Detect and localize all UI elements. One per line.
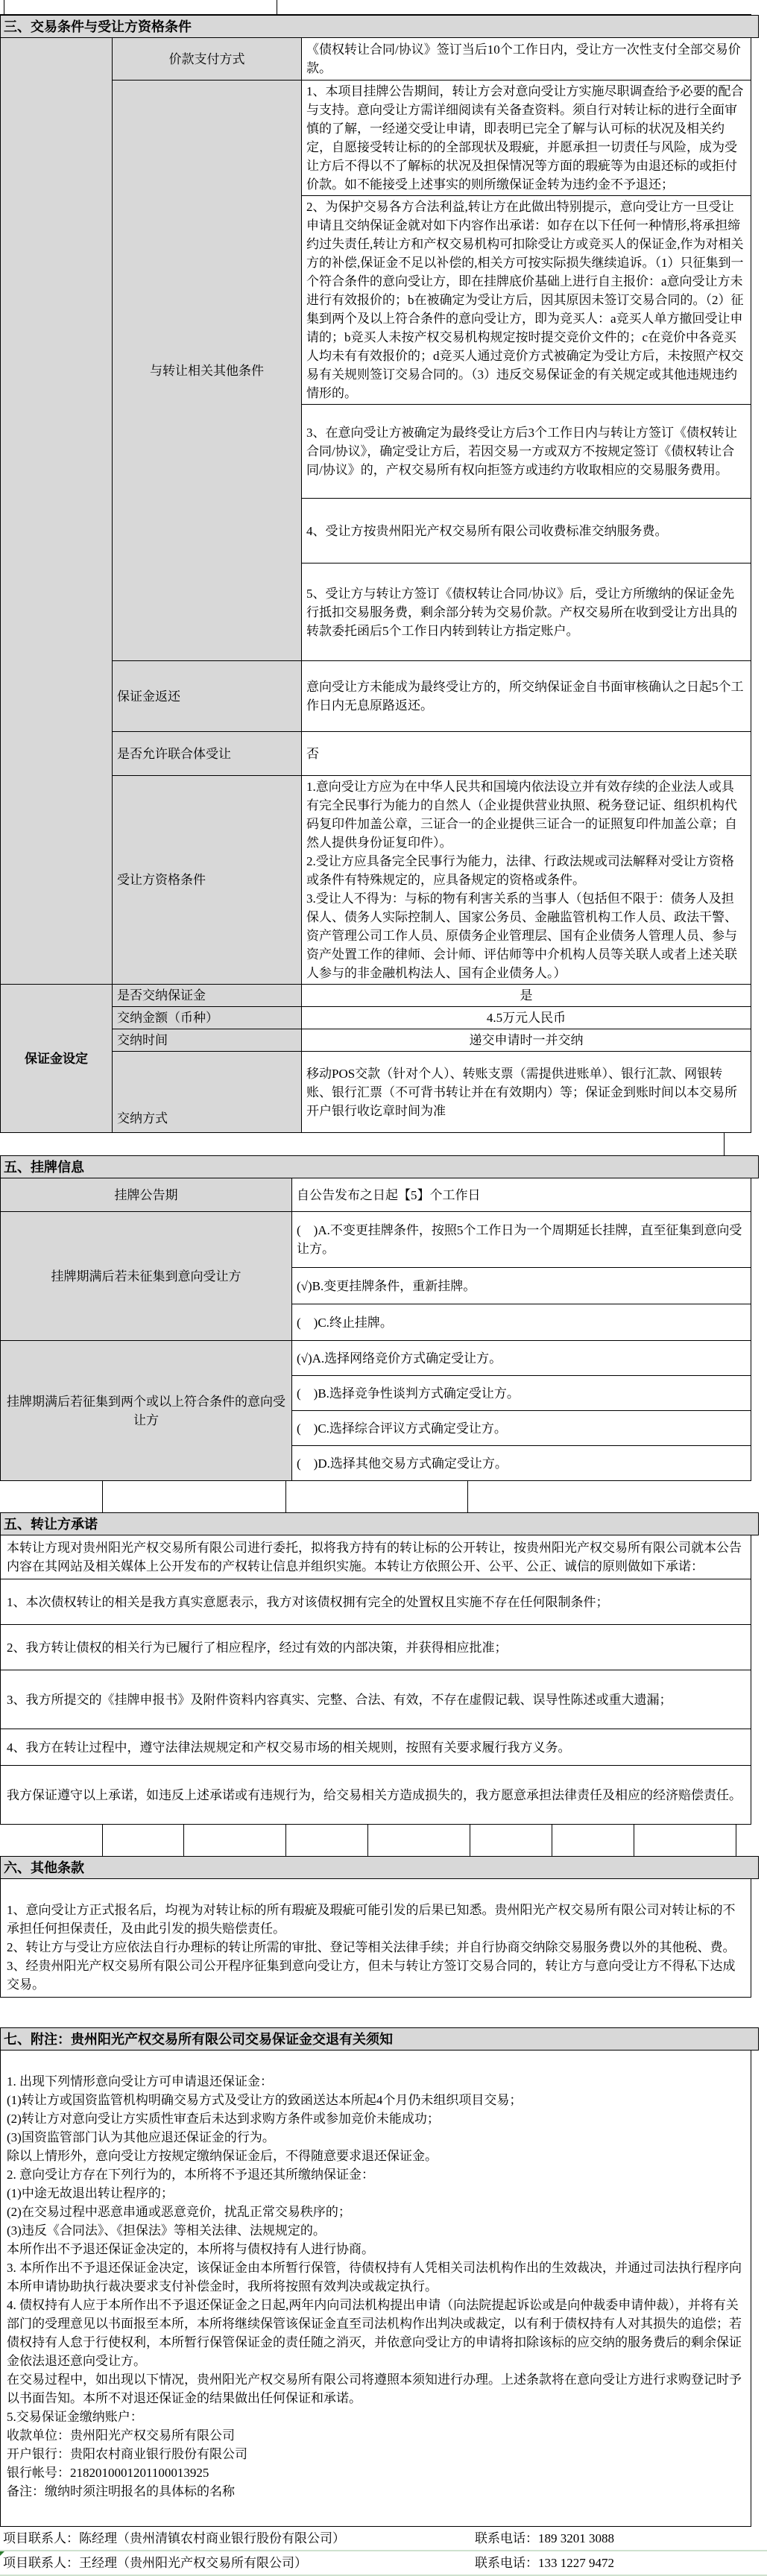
notice-period-label: 挂牌公告期	[1, 1178, 292, 1212]
note-line: 本所作出不予退还保证金决定的，本所将与债权持有人进行协商。	[7, 2242, 374, 2256]
table-divider	[285, 1825, 286, 1856]
other-terms-item: 3、经贵州阳光产权交易所有限公司公开程序征集到意向受让方，但未与转让方签订交易合同的，转让方与意向受让方不得私下达成交易。	[7, 1959, 736, 1992]
section5a-header: 五、挂牌信息	[0, 1155, 759, 1178]
section5b-header: 五、转让方承诺	[0, 1512, 759, 1535]
note-line: 除以上情形外，意向受让方按规定缴纳保证金后，不得随意要求退还保证金。	[7, 2149, 438, 2163]
commitment-closing: 我方保证遵守以上承诺，如违反上述承诺或有违规行为，给交易相关方造成损失的，我方愿意承担法律责任及相应的经济赔偿责任。	[1, 1766, 751, 1825]
other-terms-table	[0, 1878, 751, 1998]
note-line: (2)在交易过程中恶意串通或恶意竞价，扰乱正常交易秩序的；	[7, 2205, 351, 2219]
other-condition-item: 5、受让方与转让方签订《债权转让合同/协议》后，受让方所缴纳的保证金先行抵扣交易服务费，剩余部分转为交易价款。产权交易所在收到受让方出具的转款委托函后5个工作日内转到转让方指定账户。	[302, 564, 751, 661]
note-line: 5.交易保证金缴纳账户：	[7, 2410, 143, 2424]
consortium-value: 否	[302, 732, 751, 776]
deposit-time-value: 递交申请时一并交纳	[302, 1029, 751, 1052]
qualification-item: 1.意向受让方应为在中华人民共和国境内依法设立并有效存续的企业法人或具有完全民事行为能力的自然人（企业提供营业执照、税务登记证、组织机构代码复印件加盖公章，三证合一的企业提供三证合一的证照复印件加盖公章；自然人提供身份证复印件）。	[306, 780, 737, 850]
note-line: (3)国资监管部门认为其他应退还保证金的行为。	[7, 2130, 275, 2144]
consortium-label: 是否允许联合体受让	[113, 732, 302, 776]
section6-header: 六、其他条款	[0, 1856, 759, 1879]
other-condition-item: 1、本项目挂牌公告期间，转让方会对意向受让方实施尽职调查给予必要的配合与支持。意向受让方需详细阅读有关备查资料。须自行对转让标的进行全面审慎的了解，一经递交受让申请，即表明已完全了解与认可标的状况及相关约定，自愿接受转让标的的全部现状及瑕疵，并愿承担一切责任与风险，成为受让方后不得以不了解标的状况及担保情况等方面的瑕疵等为由退还标的或拒付价款。如不能接受上述事实的则所缴保证金转为违约金不予退还；	[302, 80, 751, 196]
qualification-item: 3.受让人不得为：与标的物有利害关系的当事人（包括但不限于：债务人及担保人、债务人实际控制人、国家公务员、金融监管机构工作人员、政法干警、资产管理公司工作人员、原债务企业管理层、国有企业债务人管理人员、参与资产处置工作的律师、会计师、评估师等中介机构人员等关联人或者上述关联人参与的非金融机构法人、国有企业债务人。）	[306, 891, 737, 980]
note-line: 开户银行：贵阳农村商业银行股份有限公司	[7, 2447, 247, 2461]
other-terms-item: 2、转让方与受让方应依法自行办理标的转让所需的审批、登记等相关法律手续；并自行协商交纳除交易服务费以外的其他税、费。	[7, 1940, 736, 1954]
option-item: (√)A.选择网络竞价方式确定受让方。	[292, 1341, 751, 1376]
blank-line	[7, 2053, 745, 2072]
table-divider	[102, 1825, 103, 1856]
no-intent-label: 挂牌期满后若未征集到意向受让方	[1, 1212, 292, 1341]
row-spacer	[0, 1133, 751, 1155]
qualification-label: 受让方资格条件	[113, 776, 302, 985]
table-divider	[285, 1481, 286, 1512]
note-line: 2. 意向受让方存在下列行为的，本所将不予退还其所缴纳保证金：	[7, 2168, 374, 2182]
cell-comment-marker-icon	[0, 2551, 4, 2556]
option-item: ( )B.选择竞争性谈判方式确定受让方。	[292, 1376, 751, 1411]
section3-table	[0, 37, 751, 1133]
payment-label: 价款支付方式	[113, 38, 302, 80]
table-divider	[724, 1133, 725, 1155]
note-line: 1. 出现下列情形意向受让方可申请退还保证金：	[7, 2074, 273, 2089]
option-item: ( )A.不变更挂牌条件，按照5个工作日为一个周期延长挂牌，直至征集到意向受让方。	[292, 1212, 751, 1268]
deposit-amount-value: 4.5万元人民币	[302, 1007, 751, 1029]
deposit-return-value: 意向受让方未能成为最终受让方的，所交纳保证金自书面审核确认之日起5个工作日内无息原路返还。	[302, 661, 751, 732]
commitment-item: 2、我方转让债权的相关行为已履行了相应程序，经过有效的内部决策，并获得相应批准；	[1, 1625, 751, 1670]
table-divider	[467, 1481, 468, 1512]
other-condition-item: 2、为保护交易各方合法利益,转让方在此做出特别提示，意向受让方一旦受让申请且交纳保证金就对如下内容作出承诺：如存在以下任何一种情形,将承担缔约过失责任,转让方和产权交易机构可扣除受让方或竞买人的保证金,作为对相关方的补偿,保证金不足以补偿的,相关方可按实际损失继续追诉。（1）只征集到一个符合条件的意向受让方，即在挂牌底价基础上进行自主报价：a意向受让方未进行有效报价的；b在被确定为受让方后，因其原因未签订交易合同的。（2）征集到两个及以上符合条件的意向受让方，即为竞买人：a竞买人单方撤回受让申请的；b竞买人未按产权交易机构规定按时提交竞价文件的；c在竞价中各竞买人均未有有效报价的；d竞买人通过竞价方式被确定为受让方后，未按照产权交易有关规则签订交易合同的。（3）违反交易保证金的有关规定或其他违规违约情形的。	[302, 196, 751, 405]
deposit-required-value: 是	[302, 985, 751, 1007]
contact-row	[0, 2551, 767, 2576]
multi-intent-label: 挂牌期满后若征集到两个或以上符合条件的意向受让方	[1, 1341, 292, 1481]
qualification-item: 2.受让方应具备完全民事行为能力，法律、行政法规或司法解释对受让方资格或条件有特殊规定的，应具备规定的资格或条件。	[306, 854, 734, 887]
notes-block	[1, 2051, 751, 2527]
contact-person: 项目联系人：陈经理（贵州清镇农村商业银行股份有限公司）	[3, 2531, 345, 2545]
row-spacer	[0, 1825, 751, 1856]
row-spacer	[0, 1481, 751, 1512]
left-merged-cell	[1, 38, 113, 985]
option-item: ( )D.选择其他交易方式确定受让方。	[292, 1446, 751, 1481]
option-item: (√)B.变更挂牌条件，重新挂牌。	[292, 1268, 751, 1304]
option-item: ( )C.选择综合评议方式确定受让方。	[292, 1411, 751, 1446]
note-line: (1)中途无故退出转让程序的；	[7, 2186, 174, 2200]
deposit-amount-label: 交纳金额（币种）	[113, 1007, 302, 1029]
note-line: (2)转让方对意向受让方实质性审查后未达到求购方条件或参加竞价未能成功；	[7, 2112, 440, 2126]
note-line: 备注：缴纳时须注明报名的具体标的名称	[7, 2484, 235, 2498]
deposit-return-label: 保证金返还	[113, 661, 302, 732]
qualification-value	[302, 776, 751, 985]
note-line: 在交易过程中，如出现以下情况，贵州阳光产权交易所有限公司将遵照本须知进行办理。上述条款将在意向受让方进行求购登记时予以书面告知。本所不对退还保证金的结果做出任何保证和承诺。	[7, 2373, 742, 2405]
deposit-method-label: 交纳方式	[113, 1052, 302, 1133]
other-conditions-label: 与转让相关其他条件	[113, 80, 302, 661]
commitment-item: 4、我方在转让过程中，遵守法律法规规定和产权交易市场的相关规则，按照有关要求履行我方义务。	[1, 1729, 751, 1766]
deposit-group-label: 保证金设定	[1, 985, 113, 1133]
contact-phone: 联系电话：189 3201 3088	[475, 2531, 614, 2545]
blank-line	[7, 2501, 745, 2523]
table-divider	[367, 1825, 368, 1856]
deposit-method-value: 移动POS交款（针对个人）、转账支票（需提供进账单）、银行汇款、网银转账、银行汇票（不可背书转让并在有效期内）等；保证金到账时间以本交易所开户银行收讫章时间为准	[302, 1052, 751, 1133]
contact-person: 项目联系人：王经理（贵州阳光产权交易所有限公司）	[3, 2556, 307, 2570]
commitment-intro: 本转让方现对贵州阳光产权交易所有限公司进行委托，拟将我方持有的转让标的公开转让，按贵州阳光产权交易所有限公司就本公告内容在其网站及相关媒体上公开发布的产权转让信息并组织实施。本转让方依照公开、公平、公正、诚信的原则做如下承诺：	[1, 1535, 751, 1579]
table-divider	[102, 1481, 103, 1512]
note-line: 4. 债权持有人应于本所作出不予退还保证金之日起,两年内向司法机构提出申请（向法院提起诉讼或是向仲裁委申请仲裁），并将有关部门的受理意见以书面报至本所，本所将继续保管该保证金直至司法机构作出判决或裁定，以有利于债权持有人对其损失的追偿；若债权持有人怠于行使权利，本所暂行保管保证金的责任随之消灭，并依意向受让方的申请将扣除该标的应交纳的服务费后的剩余保证金依法退还意向受让方。	[7, 2298, 742, 2368]
note-line: 收款单位：贵州阳光产权交易所有限公司	[7, 2428, 235, 2443]
payment-value: 《债权转让合同/协议》签订当后10个工作日内，受让方一次性支付全部交易价款。	[302, 38, 751, 80]
other-condition-item: 4、受让方按贵州阳光产权交易所有限公司收费标准交纳服务费。	[302, 499, 751, 564]
blank-line	[7, 1882, 745, 1901]
notice-period-value: 自公告发布之日起【5】个工作日	[292, 1178, 751, 1212]
deposit-required-label: 是否交纳保证金	[113, 985, 302, 1007]
contact-row	[0, 2527, 767, 2551]
note-line: 银行帐号：2182010001201100013925	[7, 2466, 209, 2480]
note-line: (3)违反《合同法》、《担保法》等相关法律、法规规定的。	[7, 2223, 326, 2238]
other-terms-block	[1, 1879, 751, 1998]
row-spacer	[0, 1998, 751, 2027]
option-item: ( )C.终止挂牌。	[292, 1304, 751, 1341]
deposit-time-label: 交纳时间	[113, 1029, 302, 1052]
commitment-table	[0, 1535, 751, 1825]
table-divider	[183, 1825, 184, 1856]
commitment-item: 1、本次债权转让的相关是我方真实意愿表示，我方对该债权拥有完全的处置权且实施不存在任何限制条件；	[1, 1579, 751, 1625]
other-terms-item: 1、意向受让方正式报名后，均视为对转让标的所有瑕疵及瑕疵可能引发的后果已知悉。贵州阳光产权交易所有限公司对转让标的不承担任何担保责任，及由此引发的损失赔偿责任。	[7, 1903, 736, 1936]
section3-header: 三、交易条件与受让方资格条件	[0, 15, 759, 38]
note-line: (1)转让方或国资监管机构明确交易方式及受让方的致函送达本所起4个月仍未组织项目交易；	[7, 2093, 523, 2107]
listing-info-table	[0, 1178, 751, 1481]
commitment-item: 3、我方所提交的《挂牌申报书》及附件资料内容真实、完整、合法、有效，不存在虚假记载、误导性陈述或重大遗漏；	[1, 1670, 751, 1729]
other-condition-item: 3、在意向受让方被确定为最终受让方后3个工作日内与转让方签订《债权转让合同/协议》，确定受让方后，若因交易一方或双方不按规定签订《债权转让合同/协议》的，产权交易所有权向拒签方或违约方收取相应的交易服务费用。	[302, 405, 751, 499]
note-line: 3. 本所作出不予退还保证金决定，该保证金由本所暂行保管，待债权持有人凭相关司法机构作出的生效裁决，并通过司法执行程序向本所申请协助执行裁决要求支付补偿金时，我所将按照有效判决或裁定执行。	[7, 2261, 742, 2294]
notes-table	[0, 2050, 751, 2527]
previous-table-partial-row	[0, 0, 751, 15]
section7-header: 七、附注：贵州阳光产权交易所有限公司交易保证金交退有关须知	[0, 2027, 759, 2051]
contact-phone: 联系电话：133 1227 9472	[475, 2556, 614, 2570]
